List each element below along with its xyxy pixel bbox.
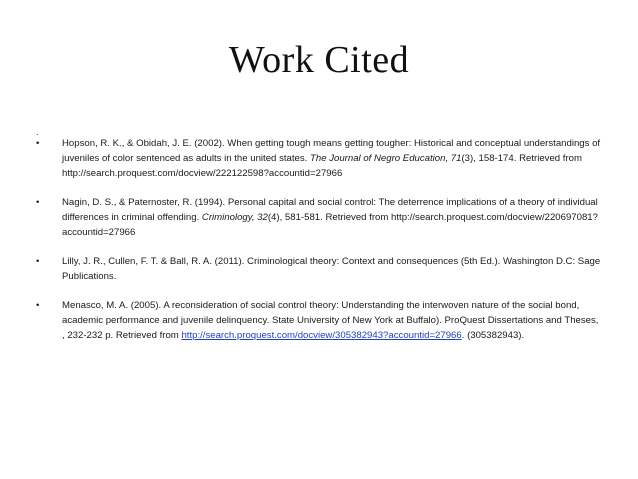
journal-title: The Journal of Negro Education, 71 — [310, 153, 462, 164]
reference-list — [0, 136, 638, 343]
reference-details: (3), 158-174. Retrieved from http://search.proquest.com/docview/222122598?accountid=27966 — [62, 153, 582, 179]
reference-details: (4), 581-581. Retrieved from http://search.proquest.com/docview/220697081?accountid=27966 — [62, 212, 598, 238]
bullet-icon: • — [36, 138, 40, 149]
bullet-icon: • — [36, 256, 40, 267]
reference-item — [0, 298, 638, 343]
stray-mark: . — [36, 127, 39, 137]
bullet-icon: • — [36, 197, 40, 208]
slide-title: Work Cited — [228, 39, 410, 81]
reference-item — [0, 254, 638, 284]
reference-item — [0, 136, 638, 181]
reference-item — [0, 195, 638, 240]
reference-details: . (305382943). — [461, 330, 525, 341]
bullet-icon: • — [36, 300, 40, 311]
reference-text: Nagin, D. S., & Paternoster, R. (1994). Personal capital and social control: The deterrence implications of a theory of individual differences in criminal offending. — [62, 197, 598, 223]
journal-title: Criminology, 32 — [201, 212, 268, 223]
reference-text: Hopson, R. K., & Obidah, J. E. (2002). When getting tough means getting tougher: Historical and conceptual understandings of juveniles of color sentenced as adults in the united states. — [62, 138, 601, 164]
reference-text: Menasco, M. A. (2005). A reconsideration of social control theory: Understanding the interwoven nature of the social bond, academic performance and juvenile delinquency. State University of New York at Buffalo). ProQuest Dissertations and Theses, , 232-232 p. Retrieved from — [62, 300, 599, 341]
reference-text: Lilly, J. R., Cullen, F. T. & Ball, R. A. (2011). Criminological theory: Context and consequences (5th Ed.). Washington D.C: Sage Publications. — [62, 256, 601, 282]
reference-link[interactable]: http://search.proquest.com/docview/305382943?accountid=27966 — [181, 330, 462, 341]
